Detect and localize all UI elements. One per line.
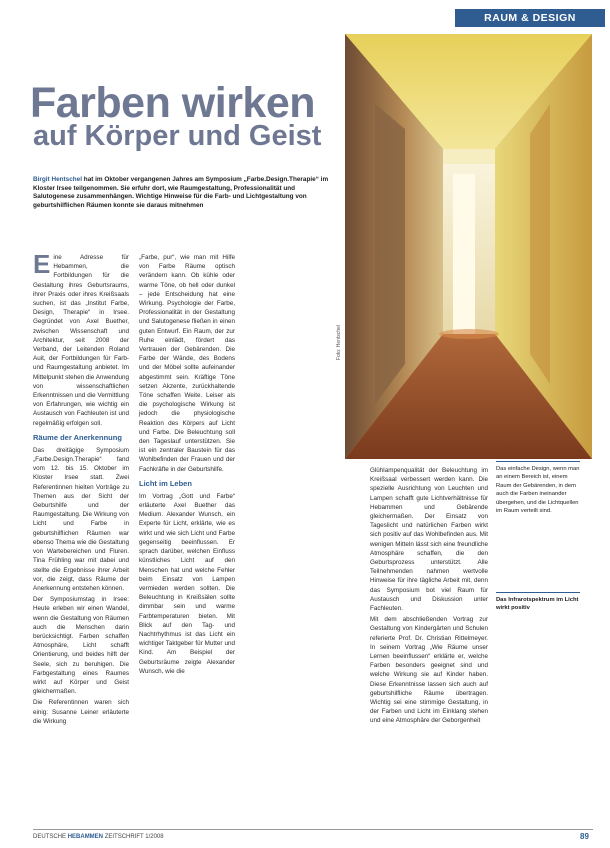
col3-paragraph-1: Glühlampenqualität der Beleuchtung im Kreißsaal verbessert werden kann. Die spezielle Ausrichtung von Leuchten und Lampen schafft gute Lichtverhältnisse für Hebammen und Gebärende gleichermaßen. Der Einsatz von Tageslicht und natürlichen Farben wirkt sich positiv auf das Wohlbefinden aus. Mit wenigen Mitteln lässt sich eine freundliche Atmosphäre schaffen, die den Geburtsprozess unterstützt. Alle Teilnehmenden nahmen wertvolle Hinweise für ihre tägliche Arbeit mit, denn das Symposium bot viel Raum für Austausch und Diskussion unter Fachleuten. [370, 467, 488, 613]
photo-caption: Das einfache Design, wenn man an einem Bereich ist, einem Raum der Gebärenden, in dem auch die Farben ineinander übergehen, und die Lichtquellen im Raum verteilt sind. [496, 466, 580, 515]
hallway-illustration [345, 34, 592, 459]
subheading-licht: Licht im Leben [139, 478, 192, 488]
col1-paragraph-4: Die Referentinnen waren sich einig: Susanne Leiner erläuterte die Wirkung [33, 699, 129, 725]
footer-text: DEUTSCHE [33, 834, 67, 840]
subheadline: auf Körper und Geist [33, 120, 322, 152]
article-column-2 [139, 253, 235, 678]
footer [33, 834, 164, 840]
hallway-photo [345, 34, 592, 459]
headline: Farben wirken [30, 79, 316, 127]
section-badge: RAUM & DESIGN [455, 9, 605, 27]
footer-rule [33, 829, 593, 830]
photo-credit: Foto: Hentschel [336, 324, 342, 360]
infrared-caption: Das Infrarotspektrum im Licht wirkt positiv [496, 597, 579, 612]
col2-paragraph-2: Im Vortrag „Gott und Farbe“ erläuterte Axel Buether das Medium. Alexander Wunsch, ein Experte für Licht, erklärte, wie es wirkt und wie sich Licht und Farbe gegenseitig beeinflussen. Er sprach darüber, welchen Einfluss künstliches Licht auf den Menschen hat und welche Fehler beim Einsatz von Lampen vermieden werden sollten. Die Beleuchtung in Kreißsälen sollte dimmbar sein und warme Farbtemperaturen bieten. Mit Blick auf den Tag- und Nachtrhythmus ist das Licht ein wichtiger Taktgeber für Mutter und Kind. Am Beispiel der Geburtsräume zeigte Alexander Wunsch, wie die [139, 492, 235, 675]
lead-text: hat im Oktober vergangenen Jahres am Symposium „Farbe.Design.Therapie“ im Kloster Irsee teilgenommen. Sie erfuhr dort, wie Raumgestaltung, Professionalität und Salutogenese zusammenhängen. Wichtige Hinweise für die Farb- und Lichtgestaltung von geburtshilflichen Räumen konnte sie daraus mitnehmen [33, 176, 329, 209]
lead-paragraph [33, 176, 333, 210]
drop-cap: E [33, 249, 51, 279]
footer-brand: HEBAMMEN [67, 834, 104, 840]
article-column-1 [33, 249, 129, 728]
author-name: Birgit Hentschel [33, 176, 83, 183]
caption-rule-2 [496, 592, 580, 593]
col3-paragraph-2: Mit dem abschließenden Vortrag zur Gestaltung von Kindergärten und Schulen referierte Prof. Dr. Christian Rittelmeyer. In seinem Vortrag „Wie Räume unser Lernen beeinflussen“ erklärte er, welche Farben besonders geeignet sind und welche Wirkung sie auf Kinder haben. Diese Erkenntnisse lassen sich auch auf geburtshilfliche Räume übertragen. Wichtig sei eine stimmige Gestaltung, in der Farben und Licht im Einklang stehen und eine Atmosphäre der Geborgenheit [370, 616, 488, 725]
col1-paragraph-1: ine Adresse für Hebammen, die Fortbildungen für die Gestaltung ihres Geburtsraums, ihrer Praxis oder ihres Kreißsaals suchen, ist das „Institut Farbe, Design, Therapie“ in Irsee. Gegründet von Axel Buether, zwischen Wissenschaft und Architektur, seit 2008 der Verband, der Leitenden Roland Auit, der Fortbildungen für Farb- und Raumgestaltung anbietet. Im Mittelpunkt stehen die Anwendung von wissenschaftlichen Erkenntnissen und die Vermittlung von Erfahrungen, wie wichtig ein Austausch von Fachleuten ist und regelmäßig erfolgen soll. [33, 254, 129, 427]
page-number: 89 [580, 832, 589, 841]
article-column-3 [370, 466, 488, 728]
caption-rule-1 [496, 461, 580, 462]
col2-paragraph-1: „Farbe, pur“, wie man mit Hilfe von Farbe Räume optisch verändern kann. Ob kühle oder warme Töne, ob hell oder dunkel – jede Entscheidung hat eine Wirkung. Psychologie der Farbe, Professionalität in der Gestaltung und Salutogenese fließen in einen guten Entwurf. Ein Raum, der zur Ruhe einlädt, fördert das Vertrauen der Gebärenden. Die Farbe der Wände, des Bodens und der Möbel sollte aufeinander abgestimmt sein. Kräftige Töne setzen Akzente, zurückhaltende Töne schaffen Weite. Leiser als die psychologische Wirkung ist jedoch die physiologische Reaktion des Körpers auf Licht und Farbe. Die Beleuchtung soll den Tageslauf unterstützen. Sie ist ein zentraler Baustein für das Wohlbefinden der Frauen und der Fachkräfte in der Geburtshilfe. [139, 254, 235, 473]
col1-paragraph-3: Der Symposiumstag in Irsee: Heute erleben wir einen Wandel, wenn die Gestaltung von Räumen auch die Menschen darin berücksichtigt. Farben schaffen Atmosphäre, Licht schafft Orientierung, und beides hilft der Seele, sich zu beruhigen. Die Farbgestaltung eines Raumes wirkt auf Körper und Geist gleichermaßen. [33, 596, 129, 696]
subheading-anerkennung: Räume der Anerkennung [33, 432, 122, 442]
footer-issue: ZEITSCHRIFT 1/2008 [104, 834, 164, 840]
col1-paragraph-2: Das dreitägige Symposium „Farbe.Design.Therapie“ fand vom 12. bis 15. Oktober im Kloster Irsee statt. Zwei Referentinnen hielten Vorträge zu Themen aus der Sicht der Geburtshilfe und der Raumgestaltung. Die Wirkung von Licht und Farbe in geburtshilflichen Räumen war ebenso Thema wie die Gestaltung von Wartebereichen und Fluren. Tina Frühling war mit dabei und stellte die Ergebnisse ihrer Arbeit vor, die zeigt, dass Räume der Anerkennung entstehen können. [33, 446, 129, 592]
